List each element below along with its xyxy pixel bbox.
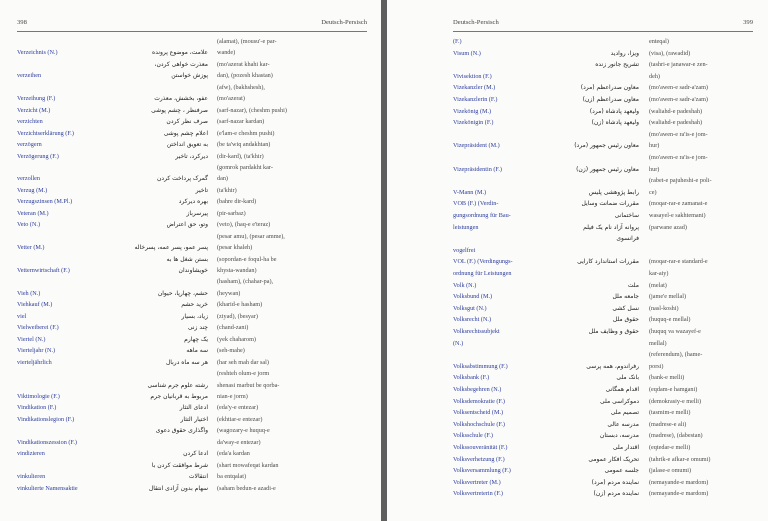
persian-term: نماینده مردم (مرد): [591, 478, 639, 486]
transliteration: (saham bedun-e azadi-e: [217, 484, 276, 492]
german-term: Volksbegehren (N.): [453, 386, 502, 393]
transliteration: (mo'awen-e sadr-a'zam): [649, 84, 708, 92]
entry-row: [0, 48, 381, 57]
entry-row: [0, 140, 381, 149]
entry-row: [0, 152, 381, 161]
german-term: VOL (F.) (Verdingungs-: [453, 258, 513, 266]
persian-term: ساختمانی: [614, 212, 639, 219]
transliteration: (melat): [649, 281, 667, 289]
transliteration: kar-aiy): [649, 270, 669, 277]
german-term: Verzugszinsen (M.Pl.): [17, 198, 73, 206]
transliteration: nian-e jorm): [217, 392, 248, 400]
persian-term: سه ماهه: [186, 347, 208, 355]
entry-row: [0, 209, 381, 218]
persian-term: دیرکرد، تاخیر: [175, 152, 208, 160]
persian-term: مربوط به قربانیان جرم: [150, 392, 208, 400]
persian-term: مقررات استاندارد کارایی: [577, 258, 639, 266]
persian-term: معاون صدراعظم (زن): [582, 96, 639, 103]
transliteration: (gomrok pardakht kar-: [217, 163, 273, 171]
transliteration: (rabet-e pajuheshi-e poli-: [649, 177, 712, 185]
persian-term: تاخیر: [195, 186, 208, 194]
transliteration: (eqdam-e hamgani): [649, 386, 698, 393]
transliteration: (eqtedar-e melli): [649, 444, 691, 451]
page-number: 398: [17, 19, 27, 26]
entry-row: [387, 223, 768, 232]
german-term: Vindikationslegion (F.): [17, 415, 75, 423]
entry-row: [0, 106, 381, 115]
german-term: Volksbund (M.): [453, 293, 493, 301]
german-term: Volksentscheid (M.): [453, 409, 504, 417]
persian-term: اقدام همگانی: [605, 386, 639, 393]
transliteration: (mo'azerat khahi kar-: [217, 60, 270, 68]
persian-term: انتقالات: [188, 473, 208, 481]
persian-term: ملت: [627, 281, 639, 289]
persian-term: تشریح جانور زنده: [595, 61, 639, 69]
transliteration: dan): [217, 175, 228, 183]
german-term: Volksvertreterin (F.): [453, 490, 503, 498]
transliteration: (jame'e mellal): [649, 293, 687, 301]
transliteration: (jalase-e omumi): [649, 467, 692, 475]
transliteration: (parwane azad): [649, 223, 687, 231]
persian-term: چند زنی: [187, 324, 208, 332]
entry-row: [0, 220, 381, 229]
transliteration: hur): [649, 165, 660, 173]
transliteration: (madrese-e ali): [649, 420, 687, 428]
entry-row: [0, 232, 381, 241]
transliteration: (bank-e melli): [649, 374, 685, 382]
persian-term: اعلام چشم پوشی: [163, 129, 208, 137]
transliteration: (mo'azerat): [217, 95, 245, 103]
transliteration: (sopordan-e foqul-ha be: [217, 255, 277, 263]
persian-term: علامت، موضوع پرونده: [152, 49, 208, 57]
german-term: Vetternwirtschaft (F.): [17, 267, 70, 274]
german-term: Viktimologie (F.): [17, 392, 60, 400]
entry-row: [387, 95, 768, 104]
german-term: verzeihen: [17, 72, 42, 80]
persian-term: پسر عمو، پسر عمه، پسرخاله: [134, 244, 208, 252]
persian-term: تحریک افکار عمومی: [588, 455, 639, 463]
german-term: Verzeihung (F.): [17, 95, 56, 103]
transliteration: (nemayande-e mardom): [649, 478, 709, 486]
entry-row: [0, 117, 381, 126]
entry-row: [0, 37, 381, 46]
persian-term: به تعویق انداختن: [166, 141, 208, 149]
transliteration: (nasl-koshi): [649, 304, 679, 312]
page-header: [17, 19, 367, 31]
entry-row: [387, 292, 768, 301]
entry-row: [0, 438, 381, 447]
transliteration: enteqal): [649, 38, 669, 45]
persian-term: شرط موافقت کردن با: [151, 461, 208, 469]
transliteration: (nemayande-e mardom): [649, 490, 709, 498]
german-term: Vizekönig (M.): [453, 107, 492, 115]
persian-term: تصمیم ملی: [610, 409, 639, 417]
german-term: Vieh (N.): [17, 289, 41, 297]
persian-term: خرید حشم: [181, 301, 208, 309]
transliteration: (waliahd-e padeshah): [649, 119, 703, 127]
entry-row: [0, 255, 381, 264]
entry-row: [0, 403, 381, 412]
entry-row: [387, 339, 768, 348]
entry-row: [387, 60, 768, 69]
entry-row: [0, 71, 381, 80]
persian-term: هر سه ماه دربال: [165, 358, 208, 366]
persian-term: معاون صدراعظم (مرد): [580, 84, 639, 92]
persian-term: ولیعهد پادشاه (زن): [591, 119, 639, 127]
transliteration: (sarf-nazar kardan): [217, 118, 265, 126]
german-term: Verzeichnis (N.): [17, 49, 58, 57]
entry-row: [387, 489, 768, 498]
entry-row: [0, 392, 381, 401]
transliteration: dan), (pozesh khastan): [217, 72, 273, 80]
right-page: [387, 0, 768, 521]
german-term: leistungen: [453, 223, 479, 231]
german-term: Volkshochschule (F.): [453, 420, 505, 428]
entry-row: [0, 472, 381, 481]
transliteration: (ta'khir): [217, 186, 237, 194]
entry-row: [0, 129, 381, 138]
transliteration: (kharid-e hasham): [217, 301, 263, 309]
entry-row: [0, 174, 381, 183]
persian-term: نسل کشی: [612, 304, 639, 312]
entry-row: [387, 234, 768, 243]
entry-row: [387, 327, 768, 336]
persian-term: معذرت خواهی کردن،: [154, 60, 208, 68]
german-term: vinkulieren: [17, 473, 46, 481]
left-page: [0, 0, 381, 521]
german-term: Verzögerung (F.): [17, 152, 59, 160]
german-term: verzögern: [17, 141, 42, 149]
transliteration: ce): [649, 188, 657, 196]
persian-term: اختیار التثار: [180, 415, 208, 423]
german-term: (N.): [453, 339, 464, 347]
persian-term: رابط پژوهشی پلیس: [588, 188, 639, 196]
german-term: ordnung für Leistungen: [453, 270, 512, 277]
persian-term: پیرسرباز: [186, 209, 208, 217]
entry-row: [0, 346, 381, 355]
transliteration: deh): [649, 72, 660, 80]
entry-row: [0, 277, 381, 286]
entry-row: [387, 443, 768, 452]
entry-row: [0, 163, 381, 172]
german-term: verzollen: [17, 175, 41, 183]
entry-row: [0, 461, 381, 470]
persian-term: حشم، چهارپا، حیوان: [157, 289, 208, 297]
transliteration: (madrese), (dabestan): [649, 432, 703, 440]
entry-row: [387, 408, 768, 417]
transliteration: mellal): [649, 339, 667, 347]
entry-row: [387, 257, 768, 266]
entry-row: [0, 83, 381, 92]
persian-term: بستن شغل ها به: [166, 255, 208, 263]
transliteration: shenasi marbut be qorba-: [217, 381, 280, 389]
persian-term: مدرسه عالی: [607, 420, 639, 428]
running-head: Deutsch-Persisch: [453, 19, 499, 26]
german-term: Volkssouveränität (F.): [453, 444, 508, 451]
transliteration: (pir-sarbaz): [217, 209, 246, 217]
entry-row: [0, 60, 381, 69]
german-term: vogelfrei: [453, 246, 476, 254]
persian-term: یک چهارم: [184, 335, 208, 343]
entry-row: [387, 199, 768, 208]
german-term: vinkulierte Namensaktie: [17, 484, 78, 492]
german-term: Veto (N.): [17, 221, 41, 229]
german-term: Volksschule (F.): [453, 432, 493, 440]
persian-term: ادعای التثار: [179, 404, 208, 412]
entry-row: [387, 373, 768, 382]
persian-term: نماینده مردم (زن): [593, 490, 639, 498]
persian-term: پوزش خواستن: [171, 72, 208, 80]
transliteration: (tasmim-e melli): [649, 409, 691, 417]
transliteration: (sarf-nazar), (cheshm pushi): [217, 106, 287, 114]
german-term: viel: [17, 312, 27, 320]
german-term: V-Mann (M.): [453, 188, 487, 196]
entry-row: [0, 94, 381, 103]
persian-term: خویشاوندان: [178, 267, 208, 274]
persian-term: واگذاری حقوق دعوی: [155, 427, 208, 435]
german-term: verzichten: [17, 118, 43, 126]
transliteration: (wagozary-e huquq-e: [217, 427, 270, 435]
transliteration: (yek chaharom): [217, 335, 256, 343]
transliteration: (har seh mah dar sal): [217, 358, 269, 366]
entry-row: [387, 72, 768, 81]
entry-row: [387, 153, 768, 162]
transliteration: (mo'awen-e ra'is-e jom-: [649, 130, 708, 138]
german-term: gungsordnung für Bau-: [453, 212, 511, 219]
transliteration: (mo'awen-e sadr-a'zam): [649, 96, 708, 103]
entry-row: [0, 312, 381, 321]
transliteration: (bahre dir-kard): [217, 198, 257, 206]
transliteration: (tashri-e janawar-e zen-: [649, 61, 708, 69]
german-term: Volksverhetzung (F.): [453, 455, 505, 463]
persian-term: صرفنظر ، چشم پوشی: [151, 106, 208, 114]
entry-row: [387, 246, 768, 255]
persian-term: پروانه آزاد نام یک فیلم: [583, 223, 639, 231]
german-term: Vizekönigin (F.): [453, 119, 494, 127]
entry-row: [387, 269, 768, 278]
transliteration: (alamat), (mousu'-e par-: [217, 38, 277, 45]
entry-row: [0, 243, 381, 252]
german-term: Volksrecht (N.): [453, 316, 492, 324]
german-term: Volk (N.): [453, 281, 477, 289]
persian-term: زیاد، بسیار: [181, 312, 208, 320]
german-term: Volksversammlung (F.): [453, 467, 511, 475]
transliteration: (referendum), (hame-: [649, 351, 703, 359]
transliteration: da'way-e entezar): [217, 438, 261, 446]
transliteration: (moqar-rar-e standard-e: [649, 258, 708, 266]
german-term: Verzug (M.): [17, 186, 48, 194]
transliteration: (ekhtiar-e entezar): [217, 415, 263, 423]
running-head: Deutsch-Persisch: [321, 19, 367, 26]
entry-row: [0, 186, 381, 195]
entry-row: [387, 83, 768, 92]
german-term: Vetter (M.): [17, 244, 45, 252]
transliteration: (visa), (rawadid): [649, 49, 691, 57]
german-term: vierteljährlich: [17, 358, 52, 366]
transliteration: (e'lam-e cheshm pushi): [217, 129, 275, 137]
german-term: Vizekanzlerin (F.): [453, 96, 498, 103]
german-term: (F.): [453, 38, 462, 45]
transliteration: (moqar-rar-e zamanat-e: [649, 200, 708, 208]
german-term: Viertel (N.): [17, 335, 46, 343]
persian-term: عفو، بخشش، معذرت: [154, 95, 208, 103]
entry-row: [387, 188, 768, 197]
entry-row: [387, 281, 768, 290]
entry-row: [0, 484, 381, 493]
transliteration: (be ta'wiq andakhtan): [217, 141, 271, 149]
german-term: Viehkauf (M.): [17, 301, 53, 309]
entry-row: [387, 420, 768, 429]
entry-row: [0, 323, 381, 332]
transliteration: (hasham), (chahar-pa),: [217, 278, 274, 286]
entry-row: [0, 381, 381, 390]
transliteration: (veto), (haq-e e'teraz): [217, 221, 271, 229]
persian-term: بهره دیرکرد: [178, 198, 208, 206]
entry-row: [0, 266, 381, 275]
transliteration: (waliahd-e padeshah): [649, 107, 703, 115]
persian-term: جامعه ملل: [612, 293, 639, 301]
transliteration: (huquq va wazayef-e: [649, 328, 701, 335]
transliteration: (mo'awen-e ra'is-e jom-: [649, 154, 708, 161]
transliteration: ba entqalat): [217, 473, 247, 481]
entry-row: [387, 362, 768, 371]
transliteration: (tahrik-e afkar-e omumi): [649, 455, 711, 463]
german-term: Volksabstimmung (F.): [453, 362, 508, 370]
entry-row: [0, 415, 381, 424]
entry-row: [387, 385, 768, 394]
persian-term: حقوق ملل: [612, 316, 639, 324]
entry-row: [0, 449, 381, 458]
german-term: Volksvertreter (M.): [453, 478, 501, 486]
entry-row: [387, 118, 768, 127]
persian-term: معاون رئیس جمهور (مرد): [574, 142, 639, 150]
german-term: Volksdemokratie (F.): [453, 397, 505, 405]
transliteration: (dir-kard), (ta'khir): [217, 152, 264, 160]
persian-term: ولیعهد پادشاه (مرد): [589, 107, 639, 115]
persian-term: گمرک پرداخت کردن: [157, 175, 208, 183]
persian-term: دموکراسی ملی: [600, 397, 639, 405]
page-number: 399: [743, 19, 753, 26]
entry-row: [0, 358, 381, 367]
german-term: Verzichtserklärung (F.): [17, 129, 74, 137]
entry-row: [0, 289, 381, 298]
persian-term: مقررات ضمانت وسایل: [581, 200, 639, 208]
transliteration: porsi): [649, 362, 664, 370]
german-term: Verzicht (M.): [17, 106, 51, 114]
transliteration: (reshteh olum-e jorm: [217, 370, 270, 378]
german-term: Vizepräsidentin (F.): [453, 165, 502, 173]
entry-row: [0, 197, 381, 206]
transliteration: hur): [649, 142, 660, 150]
persian-term: فرانسوی: [616, 235, 639, 243]
persian-term: وتو، حق اعتراض: [166, 221, 208, 229]
transliteration: (afw), (bakhshesh),: [217, 83, 265, 91]
persian-term: رفراندوم، همه پرسی: [586, 362, 639, 370]
german-term: Veteran (M.): [17, 209, 49, 217]
persian-term: صرف نظر کردن: [166, 118, 208, 126]
transliteration: khysta-wandan): [217, 267, 257, 274]
transliteration: (seh-mahe): [217, 347, 245, 355]
entry-row: [387, 37, 768, 46]
transliteration: (pesar amu), (pesar amme),: [217, 232, 285, 240]
entry-row: [0, 369, 381, 378]
entry-row: [0, 335, 381, 344]
persian-term: جلسه عمومی: [604, 467, 639, 475]
persian-term: اقتدار ملی: [612, 444, 639, 451]
entry-row: [387, 141, 768, 150]
header-rule: [453, 31, 753, 32]
entry-row: [0, 426, 381, 435]
german-term: Volksbank (F.): [453, 374, 490, 382]
transliteration: (huquq-e mellal): [649, 316, 691, 324]
page-header: [453, 19, 753, 31]
persian-term: مدرسه، دبستان: [599, 432, 639, 440]
entry-row: [387, 466, 768, 475]
entry-row: [387, 455, 768, 464]
entry-row: [387, 49, 768, 58]
transliteration: wande): [217, 49, 236, 57]
german-term: Visum (N.): [453, 49, 481, 57]
german-term: Vizepräsident (M.): [453, 142, 500, 150]
persian-term: حقوق و وظایف ملل: [588, 328, 639, 335]
entry-row: [387, 211, 768, 220]
transliteration: (ziyad), (besyar): [217, 312, 258, 320]
transliteration: (demokrasiy-e melli): [649, 397, 702, 405]
transliteration: (chand-zani): [217, 324, 249, 332]
german-term: Vindikationszession (F.): [17, 438, 77, 446]
transliteration: wasayel-e sakhtemani): [649, 212, 706, 219]
transliteration: (shart mowafeqat kardan: [217, 461, 279, 469]
german-term: Vizekanzler (M.): [453, 84, 496, 92]
german-term: Vindikation (F.): [17, 404, 57, 412]
german-term: Volksrechtssubjekt: [453, 328, 500, 335]
persian-term: معاون رئیس جمهور (زن): [576, 165, 639, 173]
german-term: Volksgut (N.): [453, 304, 487, 312]
german-term: vindizieren: [17, 450, 45, 458]
persian-term: ادعا کردن: [183, 450, 208, 458]
transliteration: (pesar khaleh): [217, 244, 253, 252]
entry-row: [387, 165, 768, 174]
header-rule: [17, 31, 367, 32]
persian-term: ویزا، روادید: [610, 49, 639, 57]
entry-row: [387, 350, 768, 359]
entry-row: [387, 431, 768, 440]
entry-row: [387, 130, 768, 139]
transliteration: (eda'y-e entezar): [217, 404, 259, 412]
persian-term: رشته علوم جرم شناسی: [147, 381, 208, 389]
entry-row: [387, 107, 768, 116]
german-term: Vierteljahr (N.): [17, 347, 56, 355]
german-term: Vivisektion (F.): [453, 72, 492, 80]
persian-term: بانک ملی: [616, 374, 639, 382]
entry-row: [387, 315, 768, 324]
entry-row: [387, 304, 768, 313]
german-term: VOB (F.) (Verdin-: [453, 200, 499, 208]
transliteration: (heywan): [217, 289, 241, 297]
persian-term: سهام بدون آزادی انتقال: [148, 484, 208, 492]
transliteration: (eda'a kardan: [217, 450, 250, 458]
german-term: Vielweiberei (F.): [17, 324, 59, 332]
entry-row: [387, 176, 768, 185]
entry-row: [387, 397, 768, 406]
entry-row: [387, 478, 768, 487]
entry-row: [0, 300, 381, 309]
